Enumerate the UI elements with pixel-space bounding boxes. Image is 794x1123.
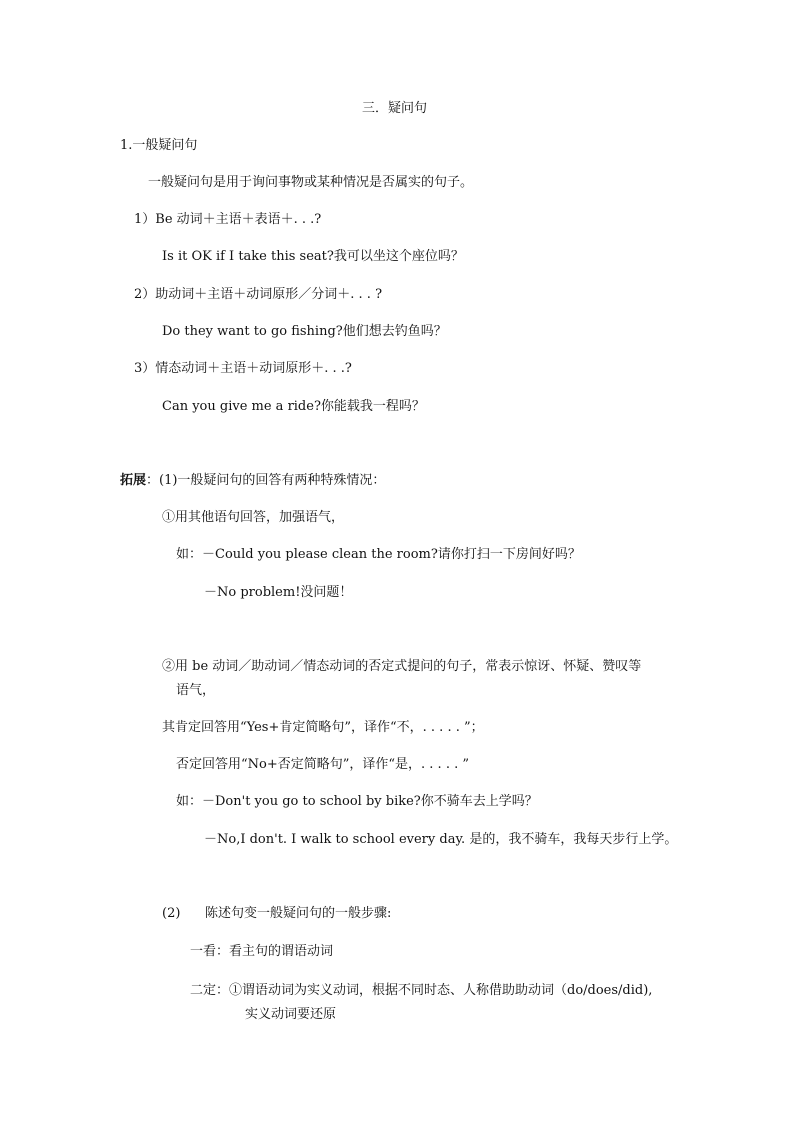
part2-step1: 一看：看主句的谓语动词 bbox=[190, 944, 334, 959]
case1-text: ①用其他语句回答，加强语气， bbox=[162, 510, 345, 525]
extension-label: 拓展 bbox=[120, 473, 147, 488]
pattern-rule: 2）助动词＋主语＋动词原形／分词＋. . . ? bbox=[134, 287, 383, 302]
section-intro: 一般疑问句是用于询问事物或某种情况是否属实的句子。 bbox=[148, 175, 474, 190]
case1-example-answer: －No problem!没问题！ bbox=[204, 585, 353, 600]
case2-text-line1: ②用 be 动词／助动词／情态动词的否定式提问的句子，常表示惊讶、怀疑、赞叹等 bbox=[162, 659, 642, 674]
pattern-example: Is it OK if I take this seat?我可以坐这个座位吗？ bbox=[162, 249, 464, 264]
case2-positive-answer: 其肯定回答用“Yes+肯定简略句”，译作“不，. . . . . ”； bbox=[162, 720, 484, 735]
pattern-rule: 1）Be 动词＋主语＋表语＋. . .? bbox=[134, 212, 322, 227]
case2-text-line2: 语气， bbox=[176, 683, 216, 698]
part2-number: (2) bbox=[162, 906, 181, 921]
page-title: 三．疑问句 bbox=[362, 101, 428, 116]
part2-step2-line1: 二定：①谓语动词为实义动词，根据不同时态、人称借助助动词（do/does/did), bbox=[190, 983, 653, 998]
part2-step2-line2: 实义动词要还原 bbox=[245, 1007, 337, 1022]
part2-heading: 陈述句变一般疑问句的一般步骤: bbox=[205, 906, 392, 921]
pattern-example: Do they want to go fishing?他们想去钓鱼吗？ bbox=[162, 324, 447, 339]
case2-example-question: 如：－Don't you go to school by bike?你不骑车去上学吗？ bbox=[176, 794, 538, 809]
case1-example-question: 如：－Could you please clean the room?请你打扫一下房间好吗？ bbox=[176, 547, 581, 562]
pattern-rule: 3）情态动词＋主语＋动词原形＋. . .? bbox=[134, 361, 352, 376]
section-heading: 1.一般疑问句 bbox=[120, 138, 198, 153]
pattern-example: Can you give me a ride?你能载我一程吗？ bbox=[162, 399, 425, 414]
case2-example-answer: －No,I don't. I walk to school every day. 是的，我不骑车，我每天步行上学。 bbox=[204, 832, 678, 847]
extension-heading-text: ：(1)一般疑问句的回答有两种特殊情况： bbox=[146, 473, 386, 488]
extension-heading bbox=[120, 472, 385, 490]
case2-negative-answer: 否定回答用“No+否定简略句”，译作“是，. . . . . ” bbox=[176, 757, 470, 772]
